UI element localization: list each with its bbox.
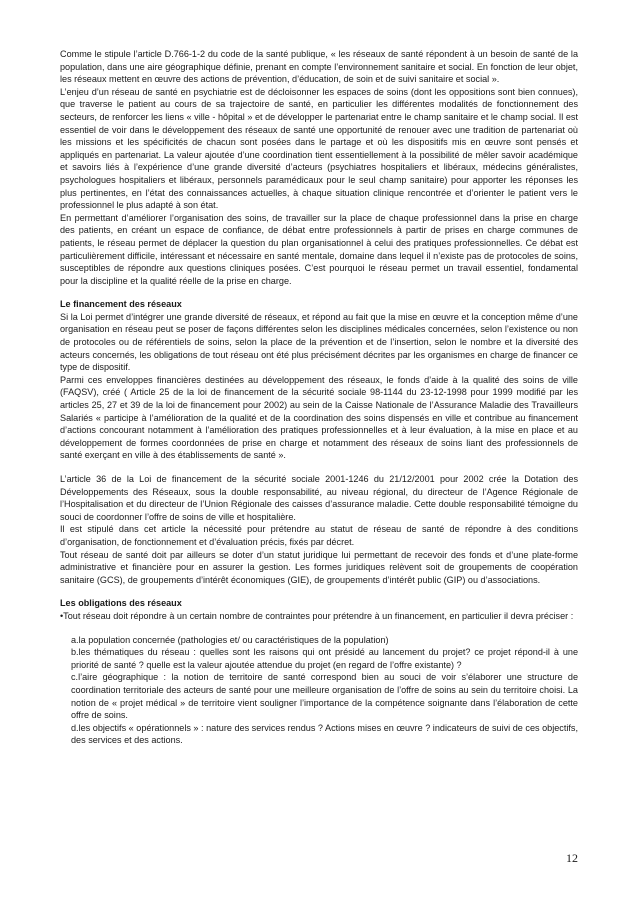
paragraph-obligations-intro: •Tout réseau doit répondre à un certain nombre de contraintes pour prétendre à un financement, en particulier il devra préciser :	[60, 610, 574, 621]
spacer	[60, 287, 578, 298]
paragraph-article-d766: Comme le stipule l’article D.766-1-2 du code de la santé publique, « les réseaux de santé répondent à un besoin de santé de la population, dans une aire géographique définie, prenant en compte l’environnement sanitaire et social. En fonction de leur objet, les réseaux mettent en œuvre des actions de prévention, d’éducation, de soin et de suivi sanitaire et social ».	[60, 49, 578, 85]
heading-obligations: Les obligations des réseaux	[60, 598, 182, 609]
list-item: c.l’aire géographique : la notion de territoire de santé correspond bien au souci de voir s’élaborer une structure de coordination territoriale des acteurs de santé pour une meilleure organisation de l’offre de soins au sein du territoire choisi. La notion de « projet médical » de territoire vient souligner l’importance de la compétence soignante dans l’élaboration de cette offre de soins.	[71, 672, 578, 721]
spacer	[60, 623, 578, 634]
paragraph-financement-3: L’article 36 de la Loi de financement de la sécurité sociale 2001-1246 du 21/12/2001 pour 2002 crée la Dotation des Développements des Réseaux, sous la double responsabilité, au niveau régional, du directeur de l’Agence Régionale de l’Hospitalisation et du directeur de l’Union Régionale des caisses d’assurance maladie. Cette double responsabilité témoigne du souci de coordonner l’offre de soins de ville et hospitalière.	[60, 474, 578, 522]
paragraph-financement-2: Parmi ces enveloppes financières destinées au développement des réseaux, le fonds d’aide à la qualité des soins de ville (FAQSV), créé ( Article 25 de la loi de financement de la sécurité sociale 98-1144 du 23-12-1998 pour 1999 modifié par les articles 25, 27 et 39 de la loi de financement pour 2002) au sein de la Caisse Nationale de l’Assurance Maladie des Travailleurs Salariés « participe à l’amélioration de la qualité et de la coordination des soins dispensés en ville et contribue au financement d’actions concourant notamment à l’amélioration des pratiques professionnelles et à leur évaluation, à la mise en place et au développement de formes coordonnées de prise en charge et notamment des réseaux de soins liant des professionnels de santé exerçant en ville à des établissements de santé ».	[60, 374, 578, 461]
paragraph-financement-5: Tout réseau de santé doit par ailleurs se doter d’un statut juridique lui permettant de recevoir des fonds et d’une plate-forme administrative et financière pour en assurer la gestion. Les formes juridiques relèvent soit de groupements de coopération sanitaire (GCS), de groupements d’intérêt économiques (GIE), de groupements d’intérêt public (GIP) ou d’associations.	[60, 549, 578, 585]
paragraph-financement-1: Si la Loi permet d’intégrer une grande diversité de réseaux, et répond au fait que la mise en œuvre et la conception même d’une organisation en réseau peut se poser de façons différentes selon les disciplines médicales concernées, selon l’existence ou non de protocoles ou de référentiels de soins, selon la place de la prévention et de l’insertion, selon le nombre et la diversité des acteurs concernés, les obligations de tout réseau ont été plus précisément décrites par les organismes en charge de financer ce type de dispositif.	[60, 311, 578, 373]
paragraph-organisation-soins: En permettant d’améliorer l’organisation des soins, de travailler sur la place de chaque professionnel dans la prise en charge des patients, en créant un espace de confiance, de débat entre professionnels à partir de prises en charge communes de patients, le réseau permet de déplacer la question du plan organisationnel à celui des pratiques professionnelles. Ce débat est particulièrement difficile, intéressant et nécessaire en santé mentale, domaine dans lequel il n’existe pas de protocoles de soins, susceptibles de répondre aux questions cliniques posées. C’est pourquoi le réseau permet un travail essentiel, fondamental pour la discipline et la qualité réelle de la prise en charge.	[60, 212, 578, 286]
paragraph-enjeu-reseau: L’enjeu d’un réseau de santé en psychiatrie est de décloisonner les espaces de soins (dont les oppositions sont bien connues), que traverse le patient au cours de sa trajectoire de santé, en particulier les différentes modalités de fonctionnement des secteurs, de renforcer les liens « ville - hôpital » et de développer le partenariat entre le champ sanitaire et le champ social. Il est essentiel de voir dans le développement des réseaux de santé une opportunité de renouer avec une tradition de partenariat où les missions et les spécificités de chacun sont posées dans le partage et où les dispositifs mis en œuvre sont pensés et appliqués en partenariat. La valeur ajoutée d’une coordination tient essentiellement à la possibilité de mêler savoir académique et savoirs liés à l’expérience d’une grande diversité d’acteurs (psychiatres hospitaliers et libéraux, médecins généralistes, psychologues hospitaliers et libéraux, personnels paramédicaux pour le seul champ sanitaire) pour apporter les réponses les plus pertinentes, en l’état des connaissances actuelles, à chaque situation clinique rencontrée et d’orienter le patient vers le professionnel le plus adapté à son état.	[60, 86, 578, 211]
list-item: a.la population concernée (pathologies et/ ou caractéristiques de la population)	[71, 634, 389, 645]
paragraph-financement-4: Il est stipulé dans cet article la nécessité pour prétendre au statut de réseau de santé de répondre à des conditions d’organisation, de fonctionnement et d’évaluation précis, fixés par décret.	[60, 524, 578, 547]
list-item: d.les objectifs « opérationnels » : nature des services rendus ? Actions mises en œuvre ? indicateurs de suivi de ces objectifs, des services et des actions.	[71, 722, 578, 746]
page-number: 12	[566, 851, 578, 865]
spacer	[60, 462, 578, 473]
obligations-list	[60, 634, 578, 747]
heading-financement: Le financement des réseaux	[60, 299, 182, 310]
list-item: b.les thématiques du réseau : quelles sont les raisons qui ont présidé au lancement du projet? ce projet répond-il à une priorité de santé ? quelle est la valeur ajoutée attendue du projet (en regard de l’offre existante) ?	[71, 647, 578, 670]
spacer	[60, 586, 578, 597]
